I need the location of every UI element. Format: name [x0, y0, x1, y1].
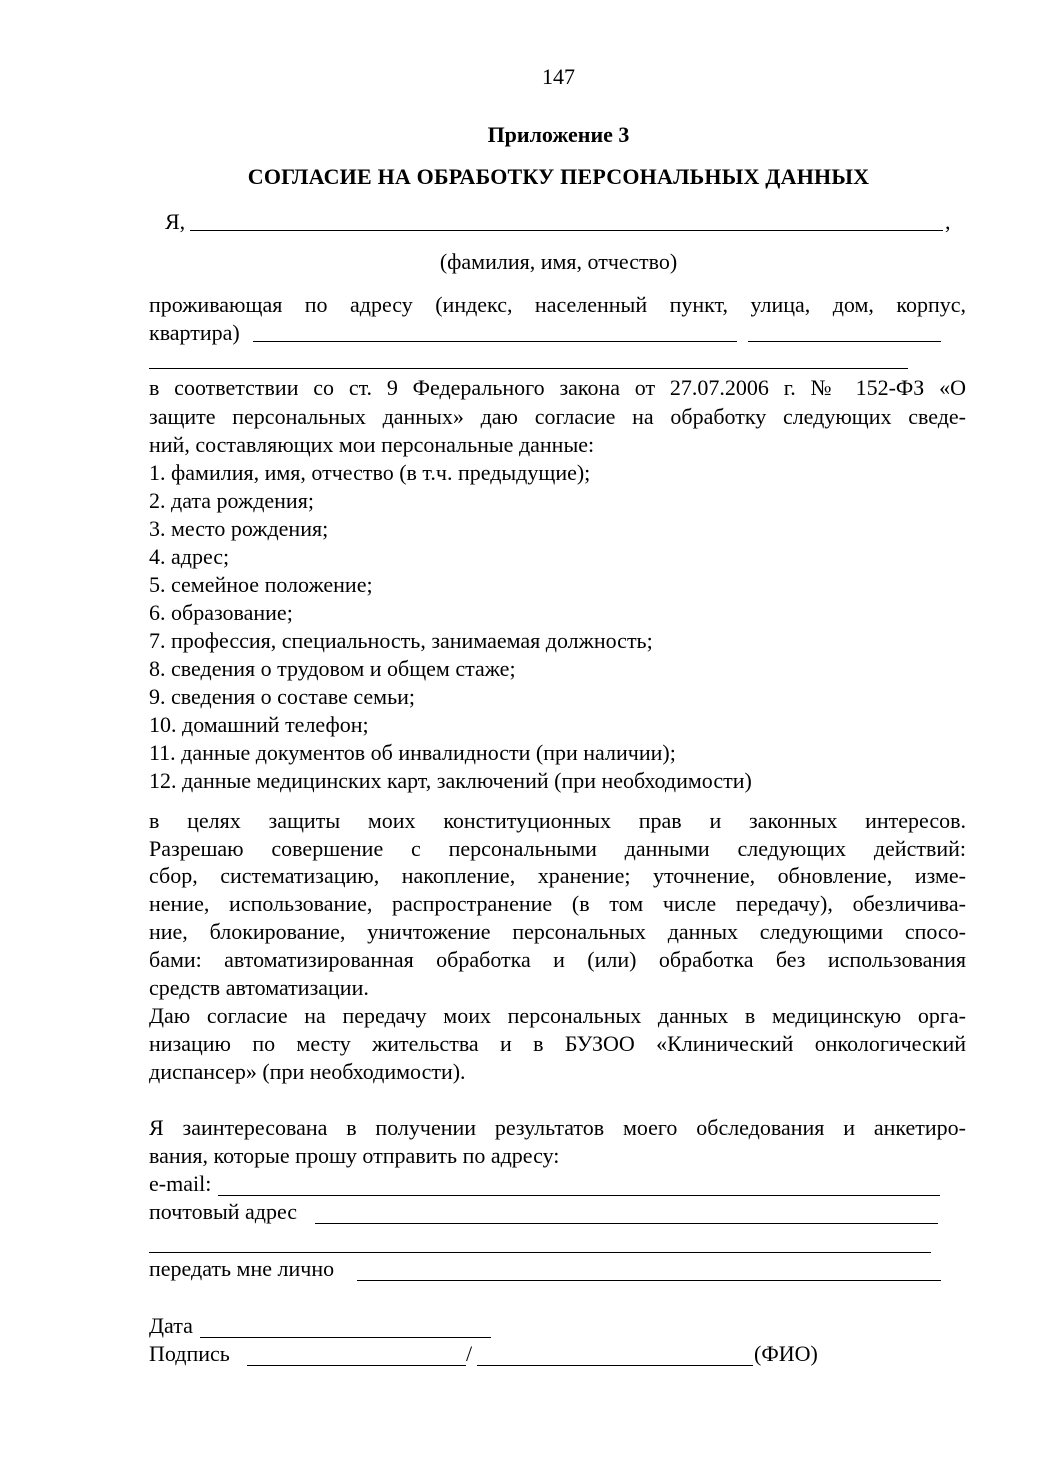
- list-item: 3. место рождения;: [149, 516, 329, 541]
- list-item: 6. образование;: [149, 600, 293, 625]
- signature-field[interactable]: [247, 1365, 466, 1366]
- list-item: 1. фамилия, имя, отчество (в т.ч. предыдущие);: [149, 460, 591, 485]
- list-item: 11. данные документов об инвалидности (при наличии);: [149, 740, 676, 765]
- purpose-line-9: низацию по месту жительства и в БУЗОО «Клинический онкологический: [149, 1031, 966, 1056]
- list-item: 10. домашний телефон;: [149, 712, 369, 737]
- purpose-line-7: средств автоматизации.: [149, 975, 369, 1000]
- appendix-heading: Приложение 3: [487, 122, 630, 147]
- date-field[interactable]: [200, 1337, 491, 1338]
- list-item: 9. сведения о составе семьи;: [149, 684, 416, 709]
- in-person-field[interactable]: [357, 1280, 941, 1281]
- interest-line-2: вания, которые прошу отправить по адресу:: [149, 1143, 560, 1168]
- purpose-line-5: ние, блокирование, уничтожение персональных данных следующими спосо-: [149, 919, 966, 944]
- signature-separator: /: [466, 1341, 473, 1366]
- date-label: Дата: [149, 1313, 193, 1338]
- postal-field-2[interactable]: [149, 1252, 931, 1253]
- signature-label: Подпись: [149, 1341, 230, 1366]
- signature-fio-field[interactable]: [477, 1365, 753, 1366]
- list-item: 12. данные медицинских карт, заключений (при необходимости): [149, 768, 752, 793]
- address-field-3[interactable]: [149, 368, 908, 369]
- purpose-line-1: в целях защиты моих конституционных прав и законных интересов.: [149, 808, 966, 833]
- postal-field-1[interactable]: [315, 1223, 938, 1224]
- purpose-line-3: сбор, систематизацию, накопление, хранение; уточнение, обновление, изме-: [149, 863, 966, 888]
- list-item: 2. дата рождения;: [149, 488, 314, 513]
- purpose-line-2: Разрешаю совершение с персональными данными следующих действий:: [149, 836, 966, 861]
- fio-hint: (фамилия, имя, отчество): [439, 249, 678, 274]
- purpose-line-4: нение, использование, распространение (в том числе передачу), обезличива-: [149, 891, 966, 916]
- interest-line-1: Я заинтересована в получении результатов моего обследования и анкетиро-: [149, 1115, 966, 1140]
- i-suffix: ,: [945, 209, 951, 234]
- consent-line-2: защите персональных данных» даю согласие на обработку следующих сведе-: [149, 404, 966, 429]
- in-person-label: передать мне лично: [149, 1256, 335, 1281]
- list-item: 7. профессия, специальность, занимаемая должность;: [149, 628, 653, 653]
- i-prefix: Я,: [165, 209, 186, 234]
- purpose-line-8: Даю согласие на передачу моих персональных данных в медицинскую орга-: [149, 1003, 966, 1028]
- consent-line-1: в соответствии со ст. 9 Федерального закона от 27.07.2006 г. № 152-ФЗ «О: [149, 375, 966, 400]
- consent-line-3: ний, составляющих мои персональные данные:: [149, 432, 595, 457]
- address-field-1[interactable]: [253, 341, 737, 342]
- address-line-1: проживающая по адресу (индекс, населенный пункт, улица, дом, корпус,: [149, 292, 966, 317]
- email-label: e-mail:: [149, 1171, 212, 1196]
- list-item: 4. адрес;: [149, 544, 230, 569]
- purpose-line-6: бами: автоматизированная обработка и (или) обработка без использования: [149, 947, 966, 972]
- document-title: СОГЛАСИЕ НА ОБРАБОТКУ ПЕРСОНАЛЬНЫХ ДАННЫХ: [247, 164, 870, 189]
- fio-field[interactable]: [190, 230, 943, 231]
- list-item: 5. семейное положение;: [149, 572, 373, 597]
- purpose-line-10: диспансер» (при необходимости).: [149, 1059, 466, 1084]
- address-field-2[interactable]: [748, 341, 941, 342]
- address-label: квартира): [149, 320, 240, 345]
- page-number: 147: [542, 64, 575, 89]
- list-item: 8. сведения о трудовом и общем стаже;: [149, 656, 516, 681]
- email-field[interactable]: [218, 1195, 940, 1196]
- postal-label: почтовый адрес: [149, 1199, 298, 1224]
- fio-short-label: (ФИО): [754, 1341, 818, 1366]
